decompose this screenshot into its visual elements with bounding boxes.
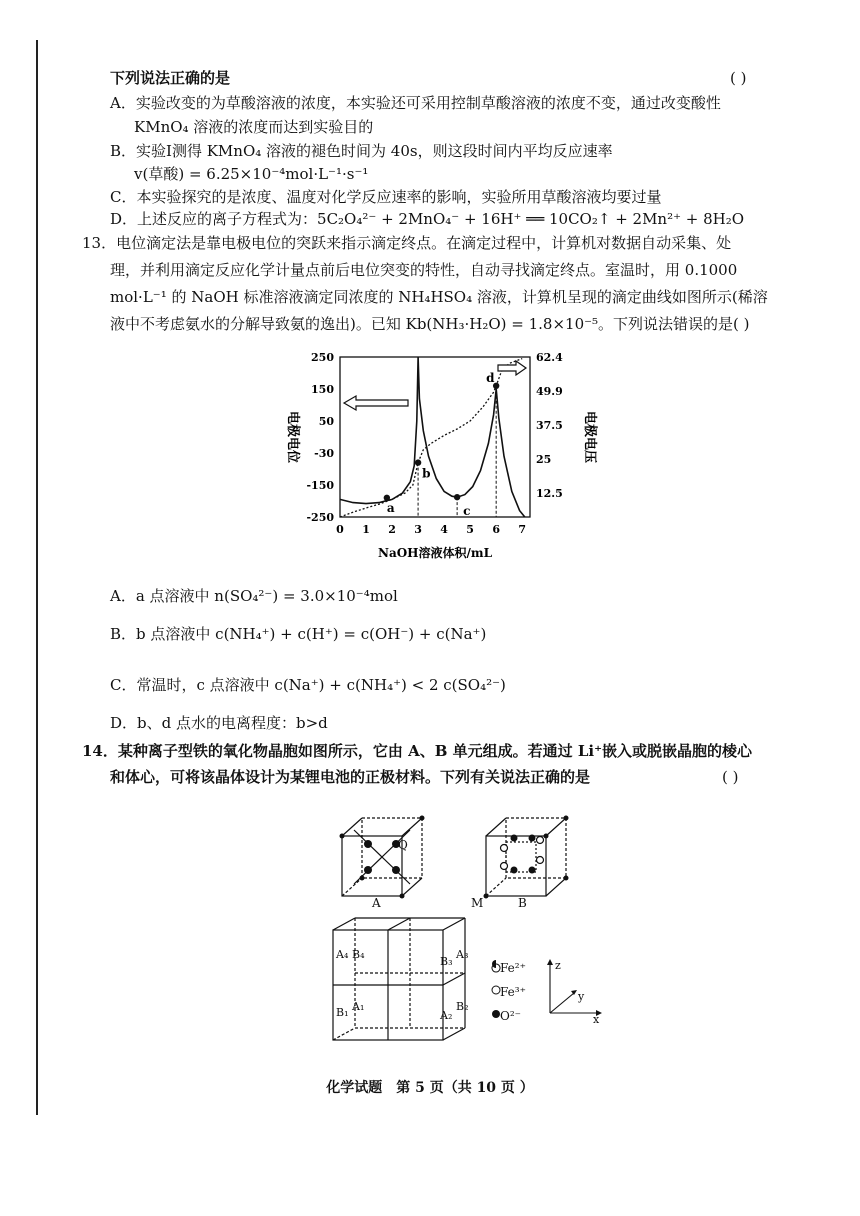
- page-footer: 化学试题 第 5 页（共 10 页 ）: [326, 1080, 534, 1096]
- x-axis-label: NaOH溶液体积/mL: [377, 546, 493, 560]
- margin-rule: [36, 40, 38, 1115]
- grid-label-b4: B₄: [352, 948, 365, 961]
- voltage-curve: [340, 359, 522, 517]
- point-label-c: c: [463, 504, 471, 519]
- grid-label-a1: A₁: [352, 1000, 365, 1013]
- q12-option-a-line1: A．实验改变的为草酸溶液的浓度，本实验还可采用控制草酸溶液的浓度不变，通过改变酸性: [110, 94, 721, 112]
- x-tick-label: 1: [362, 523, 370, 536]
- q13-option-a: A．a 点溶液中 n(SO₄²⁻) = 3.0×10⁻⁴mol: [110, 587, 398, 605]
- q12-option-b-line1: B．实验Ⅰ测得 KMnO₄ 溶液的褪色时间为 40s，则这段时间内平均反应速率: [110, 142, 613, 160]
- potential-curve: [340, 357, 525, 517]
- y-right-tick-label: 37.5: [536, 419, 563, 432]
- y-left-tick-label: 250: [311, 351, 334, 364]
- q14-stem-line2: 和体心，可将该晶体设计为某锂电池的正极材料。下列有关说法正确的是: [110, 768, 591, 786]
- axis-label-z: z: [555, 959, 561, 972]
- legend-o2: O²⁻: [500, 1009, 521, 1023]
- y-right-tick-label: 62.4: [536, 351, 563, 364]
- y-left-tick-label: -250: [306, 511, 334, 524]
- x-tick-label: 4: [440, 523, 448, 536]
- point-b: [415, 459, 421, 465]
- q13-option-d: D．b、d 点水的电离程度：b>d: [110, 714, 328, 732]
- grid-label-b2: B₂: [456, 1000, 469, 1013]
- grid-label-a2: A₂: [440, 1009, 453, 1022]
- arrow-right-icon: [498, 361, 526, 375]
- y-left-tick-label: -30: [314, 447, 334, 460]
- chart-plot-area: [285, 351, 598, 560]
- legend-fe3: Fe³⁺: [500, 985, 526, 999]
- x-tick-label: 6: [492, 523, 500, 536]
- cell-label-q: Q: [398, 838, 408, 852]
- q12-answer-bracket: ( ): [730, 69, 747, 87]
- y-right-axis-label: 电极电压: [582, 410, 597, 464]
- y-right-tick-label: 49.9: [536, 385, 563, 398]
- grid-label-b1: B₁: [336, 1006, 349, 1019]
- point-label-b: b: [422, 466, 431, 481]
- q13-stem-line3: mol·L⁻¹ 的 NaOH 标准溶液滴定同浓度的 NH₄HSO₄ 溶液，计算机呈现的滴定曲线如图所示(稀溶: [110, 288, 768, 306]
- q13-stem-line1: 13．电位滴定法是靠电极电位的突跃来指示滴定终点。在滴定过程中，计算机对数据自动采集、处: [82, 234, 732, 252]
- arrow-left-icon: [344, 396, 408, 410]
- q14-stem-line1: 14．某种离子型铁的氧化物晶胞如图所示，它由 A、B 单元组成。若通过 Li⁺嵌入或脱嵌晶胞的棱心: [82, 742, 753, 760]
- axis-label-x: x: [593, 1013, 600, 1026]
- legend-fe2: Fe²⁺: [500, 961, 526, 975]
- y-left-tick-label: 150: [311, 383, 334, 396]
- grid-label-a3: A₃: [456, 948, 469, 961]
- x-tick-label: 0: [336, 523, 344, 536]
- q12-option-a-line2: KMnO₄ 溶液的浓度而达到实验目的: [134, 118, 374, 136]
- q13-stem-line2: 理，并利用滴定反应化学计量点前后电位突变的特性，自动寻找滴定终点。室温时，用 0.1000: [110, 261, 738, 279]
- q14-answer-bracket: ( ): [722, 768, 739, 786]
- q12-option-c: C．本实验探究的是浓度、温度对化学反应速率的影响，实验所用草酸溶液均要过量: [110, 188, 662, 206]
- point-c: [454, 494, 460, 500]
- x-tick-label: 2: [388, 523, 396, 536]
- unit-cell-b-figure: [478, 808, 588, 908]
- cell-label-b: B: [518, 896, 527, 910]
- combined-cell-figure: [330, 915, 480, 1045]
- q13-option-c: C．常温时，c 点溶液中 c(Na⁺) + c(NH₄⁺) < 2 c(SO₄²⁻): [110, 676, 506, 694]
- titration-chart: [275, 345, 615, 570]
- q12-option-d: D．上述反应的离子方程式为：5C₂O₄²⁻ + 2MnO₄⁻ + 16H⁺ ══ 10CO₂↑ + 2Mn²⁺ + 8H₂O: [110, 210, 745, 228]
- point-label-a: a: [386, 500, 395, 515]
- x-tick-label: 3: [414, 523, 422, 536]
- cell-label-m: M: [471, 896, 484, 910]
- y-left-tick-label: 50: [318, 415, 334, 428]
- q12-option-b-line2: v(草酸) = 6.25×10⁻⁴mol·L⁻¹·s⁻¹: [134, 165, 369, 183]
- y-right-tick-label: 25: [536, 453, 552, 466]
- x-tick-label: 7: [518, 523, 527, 536]
- x-tick-label: 5: [466, 523, 474, 536]
- xyz-axes-icon: [540, 955, 610, 1025]
- y-right-tick-label: 12.5: [536, 487, 563, 500]
- q13-option-b: B．b 点溶液中 c(NH₄⁺) + c(H⁺) = c(OH⁻) + c(Na⁺): [110, 625, 487, 643]
- grid-label-b3: B₃: [440, 955, 453, 968]
- point-label-d: d: [486, 370, 495, 385]
- grid-label-a4: A₄: [336, 948, 349, 961]
- q12-stem: 下列说法正确的是: [110, 69, 231, 87]
- q13-stem-line4: 液中不考虑氨水的分解导致氨的逸出)。已知 Kb(NH₃·H₂O) = 1.8×10⁻⁵。下列说法错误的是( ): [110, 315, 750, 333]
- cell-label-a: A: [372, 896, 381, 910]
- y-left-axis-label: 电极电位: [285, 410, 300, 464]
- unit-cell-a-figure: [330, 808, 440, 908]
- axis-label-y: y: [578, 990, 585, 1003]
- y-left-tick-label: -150: [306, 479, 334, 492]
